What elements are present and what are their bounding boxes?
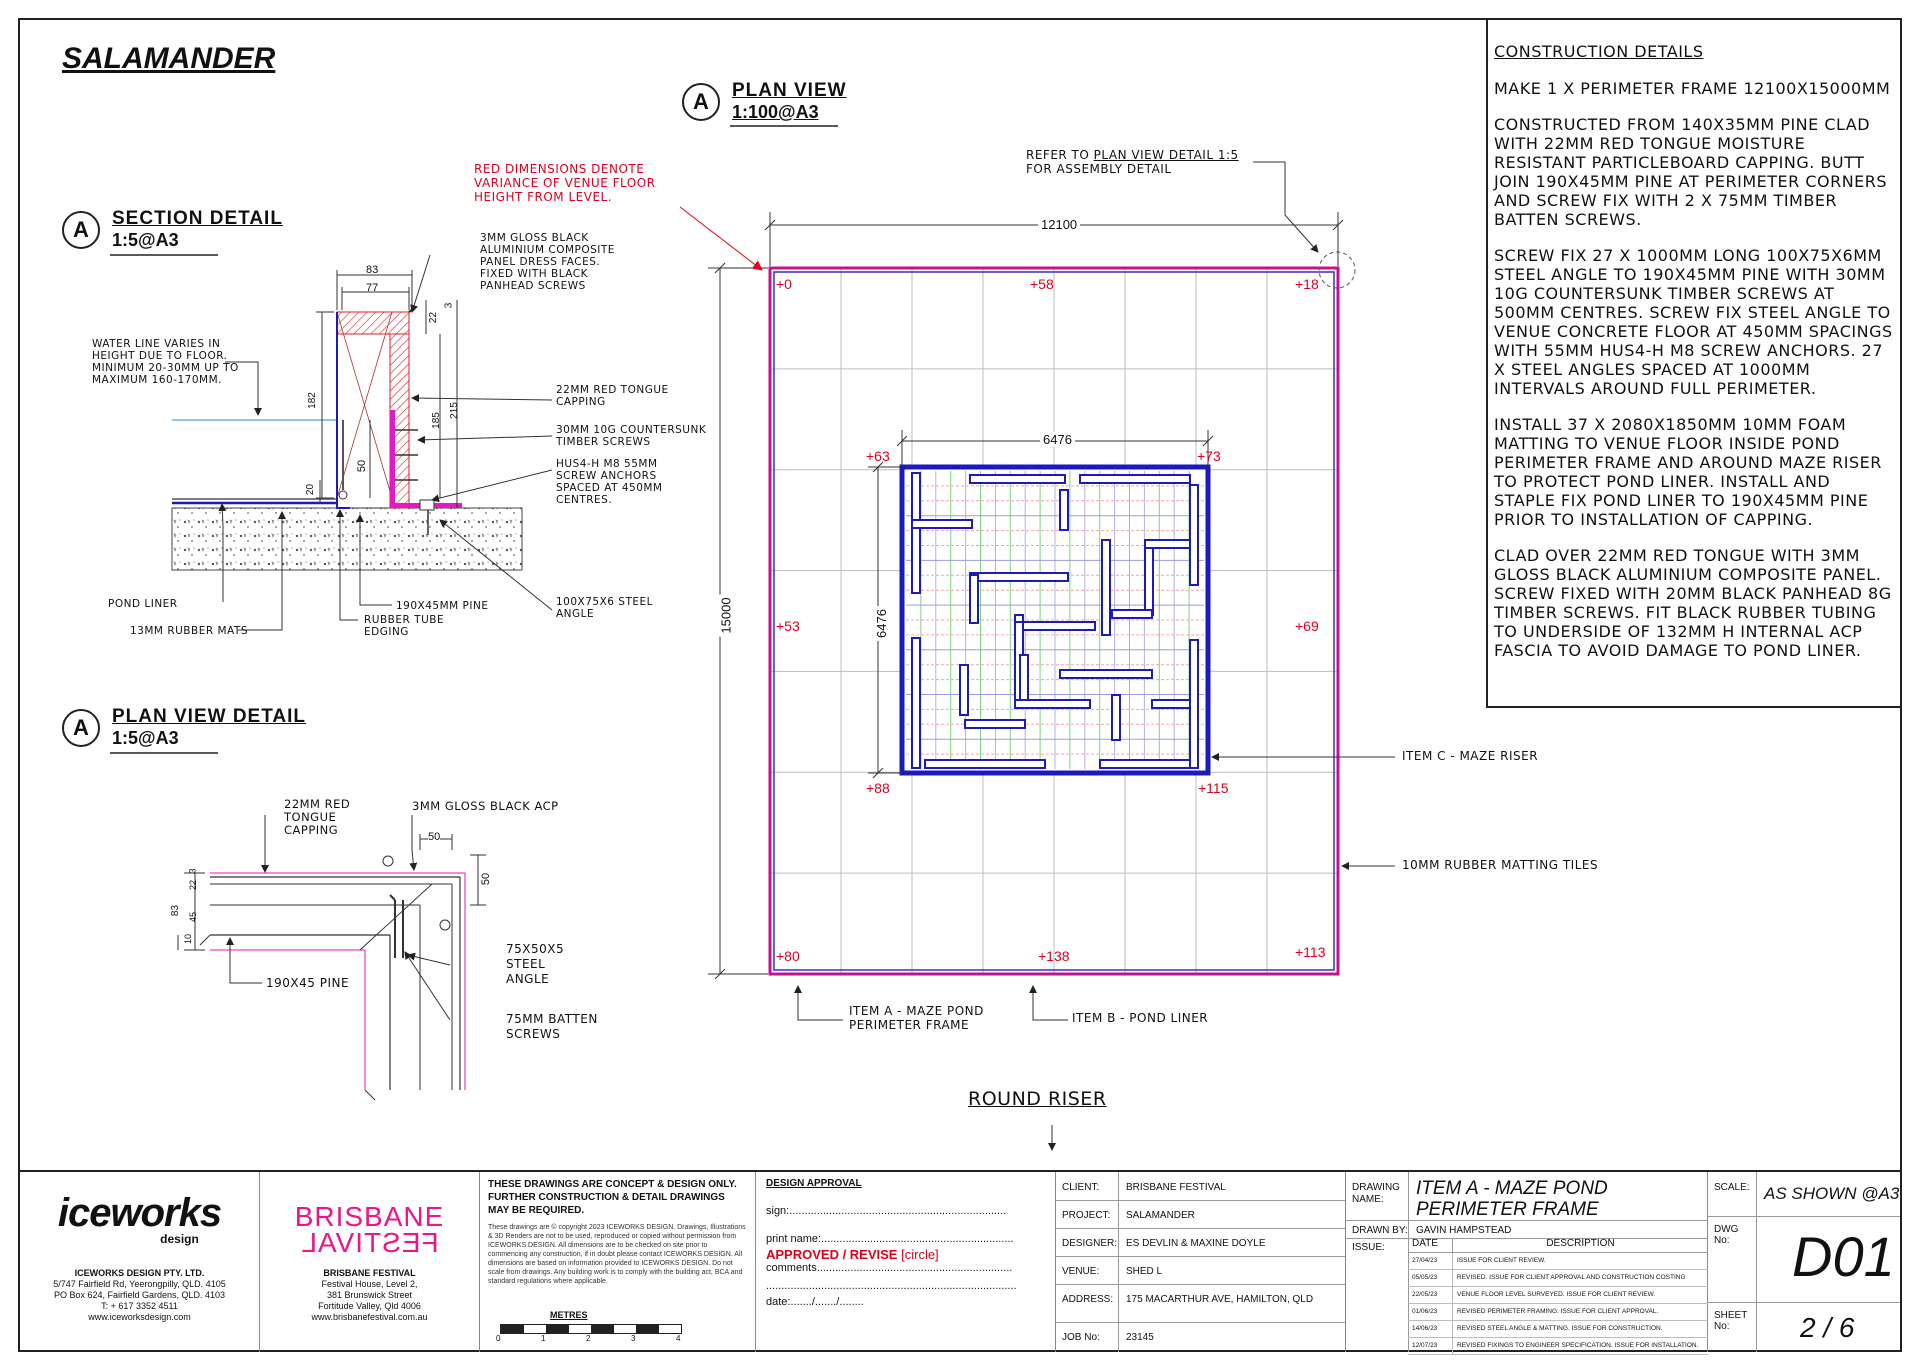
round-riser-heading: ROUND RISER (968, 1088, 1107, 1110)
issue-row: 27/04/23 ISSUE FOR CLIENT REVIEW. (1408, 1253, 1708, 1270)
plan-detail-view-title: PLAN VIEW DETAIL (112, 706, 307, 727)
dim-22: 22 (428, 311, 440, 324)
dwg-number: D01 (1792, 1225, 1895, 1288)
client-value: BRISBANE FESTIVAL (1126, 1182, 1226, 1193)
plan-view-tag (682, 80, 847, 123)
approved-revise[interactable]: APPROVED / REVISE (766, 1247, 898, 1262)
scale-bar (500, 1324, 682, 1334)
level-riser-br: +115 (1198, 780, 1229, 796)
construction-heading: CONSTRUCTION DETAILS (1494, 42, 1704, 61)
sheet-number: 2 / 6 (1800, 1312, 1855, 1343)
dim-185: 185 (430, 412, 442, 429)
plan-view-scale: 1:100@A3 (732, 102, 819, 122)
level-tr: +18 (1295, 276, 1319, 292)
page-title: SALAMANDER (62, 42, 276, 75)
item-c-label: ITEM C - MAZE RISER (1402, 749, 1539, 763)
scale-block: SCALE: AS SHOWN @A3 DWG No: D01 SHEET No: 2 / 6 (1708, 1172, 1900, 1352)
maze-wall (912, 638, 920, 768)
item-a-label: ITEM A - MAZE POND PERIMETER FRAME (849, 1004, 984, 1032)
screws-label: 30MM 10G COUNTERSUNK TIMBER SCREWS (556, 424, 707, 448)
construction-para: CONSTRUCTED FROM 140X35MM PINE CLAD WITH 22MM RED TONGUE MOISTURE RESISTANT PARTICLEBOARD CAPPING. BUTT JOIN 190X45MM PINE AT PERIMETER CORNERS AND SCREW FIX WITH 2 X 75MM TIMBER BATTEN SCREWS. (1494, 115, 1888, 229)
level-riser-tl: +63 (866, 448, 890, 464)
maze-wall (1190, 485, 1198, 585)
dim-20: 20 (305, 483, 317, 496)
matting-label: 10MM RUBBER MATTING TILES (1402, 858, 1599, 872)
pine-label: 190X45MM PINE (396, 600, 489, 612)
level-riser-bl: +88 (866, 780, 890, 796)
dim-3: 3 (443, 302, 455, 309)
pond-liner-label: POND LINER (108, 598, 178, 610)
issue-row: 05/05/23 REVISED. ISSUE FOR CLIENT APPROVAL AND CONSTRUCTION COSTING (1408, 1270, 1708, 1287)
designer-value: ES DEVLIN & MAXINE DOYLE (1126, 1238, 1266, 1249)
sign-field[interactable]: sign:....................................................................... (766, 1205, 1007, 1217)
riser-height-dim: 6476 (874, 606, 889, 641)
maze-wall (1015, 700, 1090, 708)
drawing-name-block: DRAWING NAME: ITEM A - MAZE POND PERIMETER FRAME DRAWN BY: GAVIN HAMPSTEAD ISSUE: DATE DESCRIPTION 27/04/23 ISSUE FOR CLIENT REVIEW. 05/05/23 REVISED. ISSUE FOR CLIENT APPROVAL AND CONSTRUCTION COSTING 22/05/23 VENUE FLOOR LEVEL SURVEYED. ISSUE FOR CLIENT REVIEW. 01/06/23 REVISED PERIMETER FRAMING. ISSUE FOR CLIENT APPROVAL. 14/06/23 REVISED STEEL ANGLE & MATTING. ISSUE FOR CONSTRUCTION. 12/07/23 REVISED FIXINGS TO ENGINEER SPECIFICATION. ISSUE FOR INSTALLATION. (1346, 1172, 1708, 1352)
section-view-tag (62, 208, 283, 251)
view-tag-circle: A (62, 709, 100, 747)
level-tc: +58 (1030, 276, 1054, 292)
festival-logo-line2: FESTIVAL (300, 1227, 439, 1258)
steel-angle-label: 100X75X6 STEEL ANGLE (556, 596, 654, 620)
print-name-field[interactable]: print name:............................................................... (766, 1233, 1014, 1245)
maze-wall (925, 760, 1045, 768)
comments-line[interactable]: .................................................................................. (766, 1280, 1017, 1292)
red-dimension-note: RED DIMENSIONS DENOTE VARIANCE OF VENUE FLOOR HEIGHT FROM LEVEL. (474, 162, 656, 204)
construction-para: SCREW FIX 27 X 1000MM LONG 100X75X6MM STEEL ANGLE TO 190X45MM PINE WITH 30MM 10G COUNTERSUNK TIMBER SCREWS AT 500MM CENTRES. SCREW FIX STEEL ANGLE TO VENUE CONCRETE FLOOR AT 450MM SPACINGS WITH 55MM HUS4-H M8 SCREW ANCHORS. 27 X STEEL ANGLES SPACED AT 1000MM INTERVALS AROUND FULL PERIMETER. (1494, 246, 1893, 398)
view-tag-circle: A (62, 211, 100, 249)
construction-para: MAKE 1 X PERIMETER FRAME 12100X15000MM (1494, 79, 1891, 98)
disclaimer-heading: THESE DRAWINGS ARE CONCEPT & DESIGN ONLY. FURTHER CONSTRUCTION & DETAIL DRAWINGS MAY BE REQUIRED. (488, 1179, 737, 1216)
circle-note: [circle] (901, 1247, 939, 1262)
detail-capping-label: 22MM RED TONGUE CAPPING (284, 797, 351, 837)
dim-50: 50 (356, 459, 369, 473)
section-view-scale: 1:5@A3 (112, 230, 179, 250)
item-b-label: ITEM B - POND LINER (1072, 1011, 1209, 1025)
approval-block (756, 1172, 1056, 1352)
plan-detail-view-tag (62, 706, 306, 749)
tube-label: RUBBER TUBE EDGING (364, 614, 445, 638)
iceworks-logo-sub: design (160, 1232, 199, 1246)
issue-row: 22/05/23 VENUE FLOOR LEVEL SURVEYED. ISSUE FOR CLIENT REVIEW. (1408, 1287, 1708, 1304)
title-block (20, 1170, 1900, 1352)
plan-detail-view-scale: 1:5@A3 (112, 728, 179, 748)
dim-215: 215 (448, 402, 460, 419)
detail-dim-83: 83 (170, 904, 182, 917)
scale-bar-segment (636, 1325, 659, 1333)
issue-row: 12/07/23 REVISED FIXINGS TO ENGINEER SPECIFICATION. ISSUE FOR INSTALLATION. (1408, 1338, 1708, 1355)
scale-bar-segment (569, 1325, 592, 1333)
maze-wall (1145, 540, 1190, 548)
disclaimer-block: THESE DRAWINGS ARE CONCEPT & DESIGN ONLY. FURTHER CONSTRUCTION & DETAIL DRAWINGS MAY BE REQUIRED. These drawings are © copyright 2023 ICEWORKS DESIGN. Drawings, Illustrations & 3D Renders are not to be used, reproduced or copied without permission from ICEWORKS DESIGN. All dimensions are to be checked on site prior to commencing any construction, if in doubt please contact ICEWORKS DESIGN. All dimensions are based on information provided to ICEWORKS DESIGN. Do not scale from drawings. Any building work is to comply with the building act, BCA and standard regulations where applicable. METRES 0 1 2 3 4 (480, 1172, 756, 1352)
plan-width-dim: 12100 (1038, 217, 1080, 232)
level-mr: +69 (1295, 618, 1319, 634)
company-block: iceworks design ICEWORKS DESIGN PTY. LTD. 5/747 Fairfield Rd, Yeerongpilly, QLD. 4105 PO Box 624, Fairfield Gardens, QLD. 4103 T: + 617 3352 4511 www.iceworksdesign.com (20, 1172, 260, 1352)
maze-wall (970, 575, 978, 623)
maze-wall (1145, 540, 1153, 615)
detail-screws-label: 75MM BATTEN SCREWS (506, 1012, 598, 1041)
drawn-by-value: GAVIN HAMPSTEAD (1416, 1225, 1512, 1236)
capping-label: 22MM RED TONGUE CAPPING (556, 384, 669, 408)
section-view-title: SECTION DETAIL (112, 208, 283, 229)
level-riser-tr: +73 (1197, 448, 1221, 464)
maze-wall (970, 475, 1065, 483)
maze-wall (1152, 700, 1190, 708)
scale-bar-segment (659, 1325, 682, 1333)
plan-view-title: PLAN VIEW (732, 80, 847, 101)
maze-wall (1102, 540, 1110, 635)
address-value: 175 MACARTHUR AVE, HAMILTON, QLD (1126, 1294, 1314, 1305)
detail-dim-22: 22 (188, 879, 199, 891)
client-block: BRISBANE FESTIVAL BRISBANE FESTIVAL Festival House, Level 2, 381 Brunswick Street Fortitude Valley, Qld 4006 www.brisbanefestival.com.au (260, 1172, 480, 1352)
level-bl: +80 (776, 948, 800, 964)
dim-77: 77 (366, 282, 379, 294)
metres-label: METRES (550, 1310, 588, 1320)
rubber-mats-label: 13MM RUBBER MATS (130, 625, 248, 637)
construction-details (1494, 42, 1894, 677)
maze-wall (1112, 610, 1152, 618)
date-field[interactable]: date:......./......./........ (766, 1296, 864, 1308)
acp-label: 3MM GLOSS BLACK ALUMINIUM COMPOSITE PANEL DRESS FACES. FIXED WITH BLACK PANHEAD SCREWS (480, 232, 615, 292)
level-br: +113 (1295, 944, 1326, 960)
plan-height-dim: 15000 (719, 594, 734, 636)
detail-angle-label: 75X50X5 STEEL ANGLE (506, 942, 565, 986)
info-block: CLIENT: BRISBANE FESTIVAL PROJECT: SALAMANDER DESIGNER: ES DEVLIN & MAXINE DOYLE VENUE: SHED L ADDRESS: 175 MACARTHUR AVE, HAMILTON, QLD JOB No: 23145 (1056, 1172, 1346, 1352)
maze-wall (1112, 695, 1120, 740)
scale-bar-segment (524, 1325, 547, 1333)
riser-width-dim: 6476 (1040, 432, 1075, 447)
brisbane-logo-line1: BRISBANE (294, 1201, 445, 1232)
scale-bar-segment (501, 1325, 524, 1333)
anchors-label: HUS4-H M8 55MM SCREW ANCHORS SPACED AT 450MM CENTRES. (556, 458, 663, 506)
maze-wall (970, 573, 1068, 581)
maze-wall (960, 665, 968, 715)
water-line-label: WATER LINE VARIES IN HEIGHT DUE TO FLOOR. MINIMUM 20-30MM UP TO MAXIMUM 160-170MM. (92, 338, 239, 386)
maze-wall (1015, 622, 1095, 630)
iceworks-logo: iceworks (57, 1191, 222, 1235)
scale-bar-segment (546, 1325, 569, 1333)
maze-wall (1060, 490, 1068, 530)
issue-table: DATE DESCRIPTION 27/04/23 ISSUE FOR CLIENT REVIEW. 05/05/23 REVISED. ISSUE FOR CLIENT APPROVAL AND CONSTRUCTION COSTING 22/05/23 VENUE FLOOR LEVEL SURVEYED. ISSUE FOR CLIENT REVIEW. 01/06/23 REVISED PERIMETER FRAMING. ISSUE FOR CLIENT APPROVAL. 14/06/23 REVISED STEEL ANGLE & MATTING. ISSUE FOR CONSTRUCTION. 12/07/23 REVISED FIXINGS TO ENGINEER SPECIFICATION. ISSUE FOR INSTALLATION. (1408, 1238, 1708, 1355)
level-tl: +0 (776, 276, 792, 292)
detail-dim-50a: 50 (428, 831, 441, 843)
disclaimer-text: These drawings are © copyright 2023 ICEWORKS DESIGN. Drawings, Illustrations & 3D Renders are not to be used, reproduced or copied without permission from ICEWORKS DESIGN. All dimensions are to be checked on site prior to commencing any construction, if in doubt please contact ICEWORKS DESIGN. All dimensions are based on information provided to ICEWORKS DESIGN. Do not scale from drawings. Any building work is to comply with the building act, BCA and standard regulations where applicable. (488, 1224, 746, 1285)
view-tag-circle: A (682, 83, 720, 121)
maze-wall (1100, 760, 1190, 768)
project-value: SALAMANDER (1126, 1210, 1195, 1221)
detail-dim-45: 45 (188, 911, 199, 923)
detail-acp-label: 3MM GLOSS BLACK ACP (412, 799, 559, 813)
maze-wall (1020, 655, 1028, 700)
construction-para: CLAD OVER 22MM RED TONGUE WITH 3MM GLOSS BLACK ALUMINIUM COMPOSITE PANEL. SCREW FIXED WITH 20MM BLACK PANHEAD 8G TIMBER SCREWS. FIT BLACK RUBBER TUBING TO UNDERSIDE OF 132MM H INTERNAL ACP FASCIA TO AVOID DAMAGE TO POND LINER. (1494, 546, 1892, 660)
maze-wall (912, 473, 920, 593)
scale-bar-segment (591, 1325, 614, 1333)
scale-value: AS SHOWN @A3 (1764, 1184, 1900, 1203)
job-value: 23145 (1126, 1332, 1154, 1343)
issue-row: 01/06/23 REVISED PERIMETER FRAMING. ISSUE FOR CLIENT APPROVAL. (1408, 1304, 1708, 1321)
maze-wall (1080, 475, 1190, 483)
drawing-name: ITEM A - MAZE POND PERIMETER FRAME (1416, 1178, 1608, 1220)
construction-para: INSTALL 37 X 2080X1850MM 10MM FOAM MATTING TO VENUE FLOOR INSIDE POND PERIMETER FRAME AND AROUND MAZE RISER TO PROTECT POND LINER. INSTALL AND STAPLE FIX POND LINER TO 190X45MM PINE PRIOR TO INSTALLATION OF CAPPING. (1494, 415, 1882, 529)
refer-note: REFER TO PLAN VIEW DETAIL 1:5 FOR ASSEMBLY DETAIL (1026, 148, 1239, 176)
comments-field[interactable]: comments................................................................ (766, 1262, 1013, 1274)
detail-dim-50b: 50 (480, 872, 493, 886)
approval-heading: DESIGN APPROVAL (766, 1178, 862, 1189)
maze-wall (912, 520, 972, 528)
maze-riser (902, 467, 1208, 773)
level-bc: +138 (1038, 948, 1070, 964)
scale-bar-segment (614, 1325, 637, 1333)
maze-wall (965, 720, 1025, 728)
venue-value: SHED L (1126, 1266, 1163, 1277)
detail-pine-label: 190X45 PINE (266, 976, 350, 990)
dim-182: 182 (306, 392, 318, 409)
detail-dim-3: 3 (187, 868, 198, 874)
detail-dim-10: 10 (183, 933, 194, 945)
maze-wall (1190, 640, 1198, 768)
level-ml: +53 (776, 618, 800, 634)
dim-83: 83 (366, 264, 379, 276)
issue-row: 14/06/23 REVISED STEEL ANGLE & MATTING. ISSUE FOR CONSTRUCTION. (1408, 1321, 1708, 1338)
maze-wall (1060, 670, 1152, 678)
